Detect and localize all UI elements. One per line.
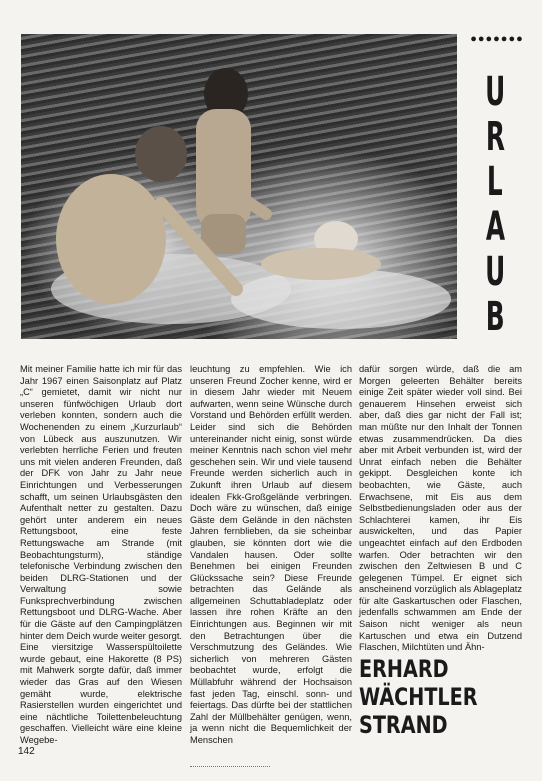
text-column-1 [20, 364, 182, 747]
photo-bathers-in-water [21, 34, 457, 339]
author-signature [359, 655, 522, 739]
footer-divider [190, 766, 270, 767]
decorative-dots: ●●●●●●● [470, 33, 524, 45]
text-column-2 [190, 364, 352, 747]
title-letter: A [485, 204, 505, 250]
title-letter: B [485, 294, 505, 340]
photo-figures [21, 34, 457, 339]
title-letter: U [484, 69, 506, 115]
article-title [477, 70, 513, 340]
author-location: STRAND [359, 711, 448, 739]
author-first-name: ERHARD [359, 655, 449, 683]
page-number: 142 [18, 746, 35, 757]
title-letter: R [485, 114, 505, 160]
title-letter: L [487, 159, 503, 205]
title-letter: U [484, 249, 506, 295]
column-text: Mit meiner Familie hatte ich mir für das Jahr 1967 einen Saisonplatz auf Platz „C“ gemietet, damit wir nicht nur unseren fünfwöchigen Urlaub dort verleben konnten, sondern auch die Wochenenden zu einem „Kurzurlaub“ von Lübeck aus auszunutzen. Wir verlebten herrliche Ferien und freuten uns mit vielen anderen Freunden, daß der DFK von Jahr zu Jahr neue Einrichtungen und Verbesserungen schafft, um seinen Urlaubsgästen den Aufenthalt netter zu gestalten. Dazu gehört unter anderem ein neues Rettungsboot, eine feste Rettungswache am Strande (mit Beobachtungsturm), ständige telefonische Verbindung zwischen den beiden DLRG-Stationen und der Verwaltung sowie Funksprechverbindung zwischen Rettungsboot und DLRG-Wache. Aber für die Gäste auf den Campingplätzen hinter dem Deich wurde weiter gesorgt. Eine viersitzige Wasserspültoilette wurde gebaut, eine Hakorette (8 PS) mit Mahwerk sorgte dafür, daß immer wieder das Gras auf den Wiesen gemäht wurde, elektrische Rasierstellen wurden eingerichtet und eine nächtliche Toilettenbeleuchtung geschaffen. Vielleicht wäre eine kleine Wegebe- [20, 364, 182, 745]
author-last-name: WÄCHTLER [359, 683, 478, 711]
column-text: dafür sorgen würde, daß die am Morgen geleerten Behälter bereits einige Zeit später wieder voll sind. Bei genauerem Hinsehen erweist sich aber, daß dies gar nicht der Fall ist; man müßte nur den Inhalt der Tonnen etwas zusammendrücken. Da dies aber mit Arbeit verbunden ist, wird der Unrat einfach neben die Behälter gekippt. Desgleichen konte ich beobachten, wie Gäste, auch Erwachsene, mit Eis aus dem Selbstbedienungsladen oder aus der Schlachterei kamen, ihr Eis auswickelten, und das Papier ungeachtet einfach auf den Erdboden warfen. Oder betrachten wir den zwischen den Zeltwiesen B und C gelegenen Tümpel. Er eignet sich anscheinend vorzüglich als Ablageplatz für alte Gaskartuschen oder Flaschen, jedenfalls schwammen am Ende der Saison nicht weniger als neun Kartuschen und etwa ein Dutzend Flaschen, Milchtüten und Ähn- [359, 364, 522, 653]
column-text: leuchtung zu empfehlen. Wie ich unseren Freund Zocher kenne, wird er in diesem Jahr wieder mit Neuem aufwarten, wenn seine Wünsche durch Vorstand und Behörden erfüllt werden. Leider sind sich die Behörden untereinander nicht einig, sonst würde meiner Kenntnis nach schon viel mehr geschehen sein. Wir und viele tausend Freunde werden sicherlich auch in Zukunft ihren Urlaub auf diesem idealen Fkk-Großgelände verbringen. Doch wäre zu wünschen, daß einige Gäste dem Gelände in den nächsten Jahren fernblieben, da sie scheinbar glauben, sie könnten dort wie die Vandalen hausen. Oder sollte Benehmen bei einigen Freunden Glückssache sein? Diese Freunde betrachten das Gelände als allgemeinen Schuttabladeplatz oder lassen ihre rohen Kräfte an den Einrichtungen aus. Beginnen wir mit den Betrachtungen über die Verschmutzung des Geländes. Wie sicherlich von mehreren Gästen beobachtet wurde, erfolgt die Müllabfuhr während der Hochsaison fast jeden Tag, einschl. sonn- und feiertags. Das dürfte bei der stattlichen Zahl der Müllbehälter genügen, wenn, ja wenn nicht die Bequemlichkeit der Menschen [190, 364, 352, 745]
text-column-3 [359, 364, 522, 653]
